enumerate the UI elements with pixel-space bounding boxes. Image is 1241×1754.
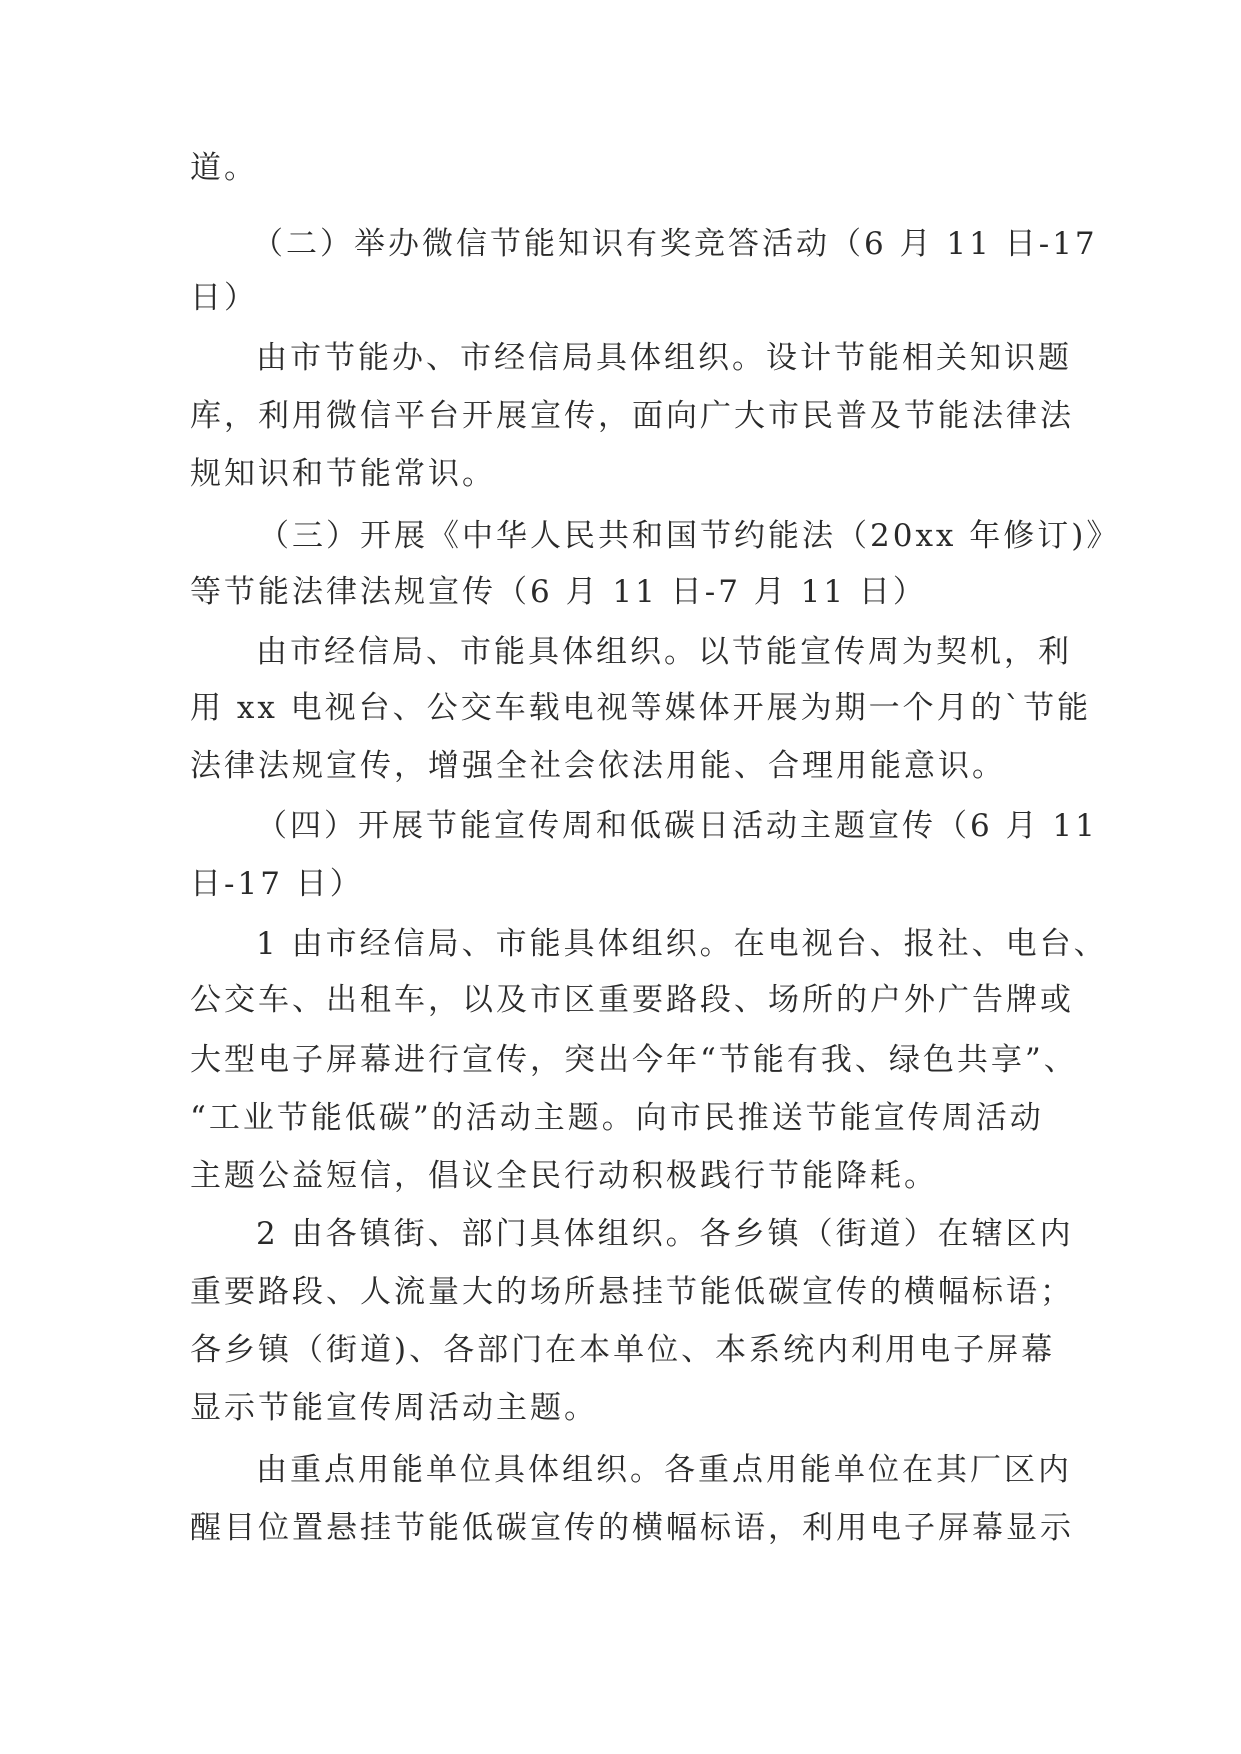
- section-heading: （二）举办微信节能知识有奖竞答活动（6 月 11 日-17: [252, 226, 1098, 262]
- text-line: 库，利用微信平台开展宣传，面向广大市民普及节能法律法: [190, 398, 1074, 434]
- section-heading: （四）开展节能宣传周和低碳日活动主题宣传（6 月 11: [256, 808, 1098, 844]
- text-line: 由重点用能单位具体组织。各重点用能单位在其厂区内: [256, 1452, 1072, 1488]
- text-line: 醒目位置悬挂节能低碳宣传的横幅标语，利用电子屏幕显示: [190, 1510, 1074, 1546]
- text-line: 重要路段、人流量大的场所悬挂节能低碳宣传的横幅标语；: [190, 1274, 1074, 1310]
- text-line: 日-17 日）: [190, 866, 364, 902]
- text-line: 规知识和节能常识。: [190, 456, 496, 492]
- text-line: 由市经信局、市能具体组织。以节能宣传周为契机，利: [256, 634, 1072, 670]
- text-line: 大型电子屏幕进行宣传，突出今年“节能有我、绿色共享”、: [190, 1042, 1078, 1078]
- section-heading: （三）开展《中华人民共和国节约能法（20xx 年修订)》: [258, 518, 1121, 554]
- text-line: 2 由各镇街、部门具体组织。各乡镇（街道）在辖区内: [256, 1216, 1074, 1252]
- text-line: 各乡镇（街道)、各部门在本单位、本系统内利用电子屏幕: [190, 1332, 1056, 1368]
- text-line: 主题公益短信，倡议全民行动积极践行节能降耗。: [190, 1158, 938, 1194]
- text-line: 显示节能宣传周活动主题。: [190, 1390, 598, 1426]
- text-line: 道。: [190, 150, 258, 186]
- text-line: 用 xx 电视台、公交车载电视等媒体开展为期一个月的`节能: [190, 690, 1092, 726]
- text-line: 1 由市经信局、市能具体组织。在电视台、报社、电台、: [256, 926, 1108, 962]
- text-line: “工业节能低碳”的活动主题。向市民推送节能宣传周活动: [190, 1100, 1044, 1136]
- text-line: 法律法规宣传，增强全社会依法用能、合理用能意识。: [190, 748, 1006, 784]
- text-line: 公交车、出租车，以及市区重要路段、场所的户外广告牌或: [190, 982, 1074, 1018]
- text-line: 等节能法律法规宣传（6 月 11 日-7 月 11 日）: [190, 574, 927, 610]
- text-line: 日）: [190, 280, 258, 316]
- text-line: 由市节能办、市经信局具体组织。设计节能相关知识题: [256, 340, 1072, 376]
